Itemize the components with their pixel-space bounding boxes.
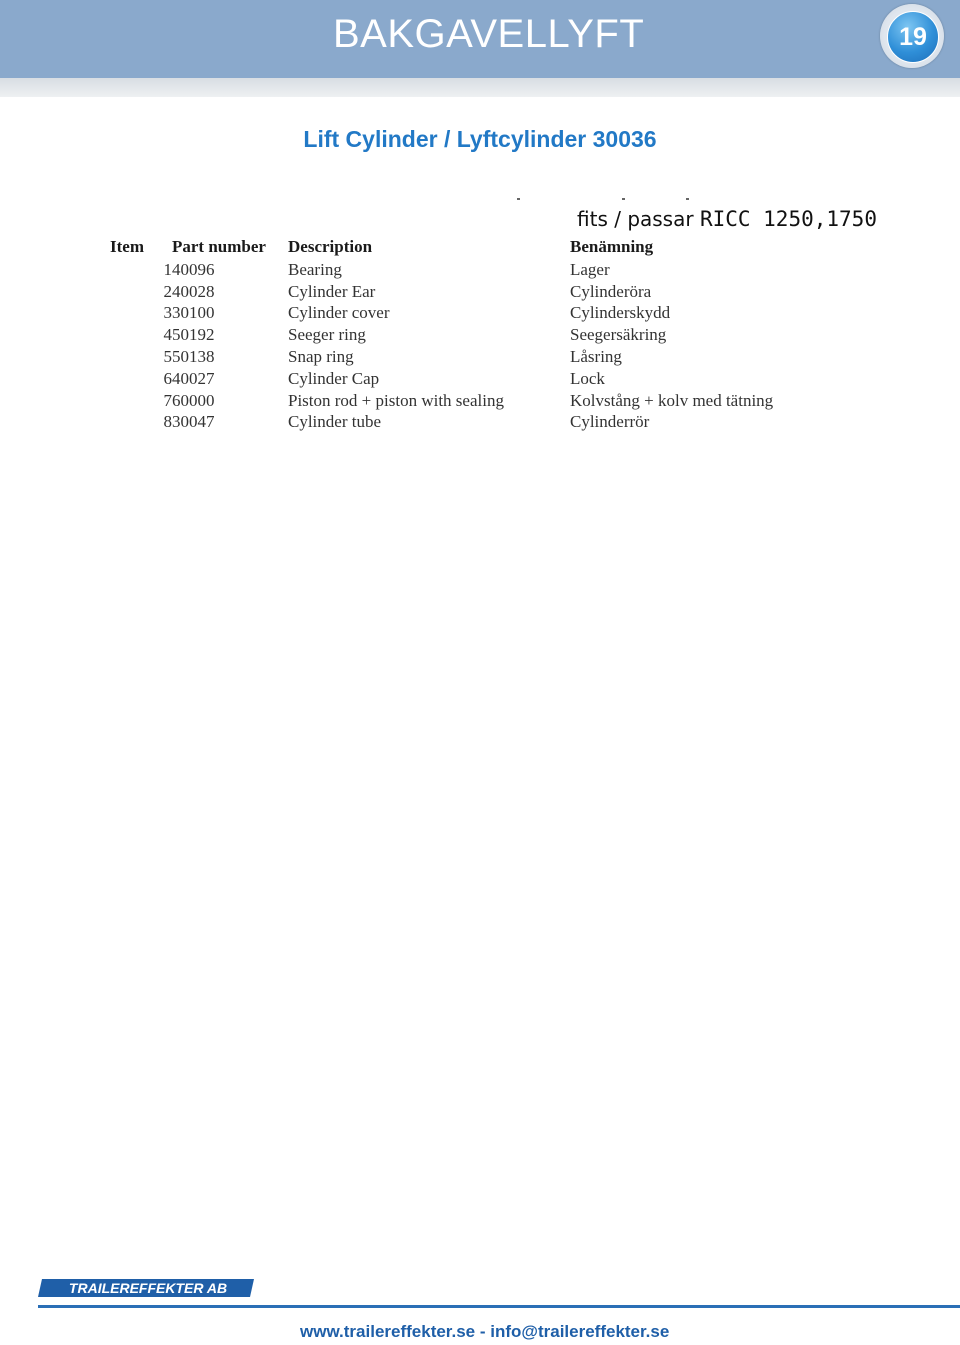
cell-benamning: Cylinderöra	[570, 281, 652, 301]
cell-part-number: 50192	[172, 325, 215, 345]
logo-text: TRAILEREFFEKTER AB	[68, 1280, 228, 1296]
table-row	[110, 412, 870, 434]
footer-contact[interactable]: www.trailereffekter.se - info@trailereffekter.se	[300, 1322, 670, 1341]
cell-item: 5	[163, 347, 172, 367]
cell-item: 1	[163, 259, 172, 279]
cell-item: 6	[163, 368, 172, 388]
cell-item: 7	[163, 390, 172, 410]
cell-part-number: 40027	[172, 368, 215, 388]
fits-prefix: fits / passar	[577, 207, 694, 231]
cell-benamning: Låsring	[570, 347, 622, 367]
table-row	[110, 324, 870, 346]
footer-rule	[38, 1305, 960, 1308]
cell-benamning: Seegersäkring	[570, 325, 667, 345]
section-title: BAKGAVELLYFT	[333, 12, 645, 56]
cell-description: Cylinder tube	[288, 412, 382, 432]
page-number: 19	[887, 11, 939, 63]
page-number-badge	[880, 4, 944, 68]
cell-description: Cylinder Cap	[288, 368, 380, 388]
cell-part-number: 60000	[172, 390, 215, 410]
cell-description: Cylinder Ear	[288, 281, 376, 301]
scan-artifact	[686, 198, 689, 200]
document-title: Lift Cylinder / Lyftcylinder 30036	[303, 126, 657, 152]
cell-description: Piston rod + piston with sealing	[288, 390, 504, 410]
cell-item: 4	[163, 325, 172, 345]
cell-part-number: 30100	[172, 303, 215, 323]
cell-benamning: Lager	[570, 259, 610, 279]
header-part-number: Part number	[172, 237, 266, 256]
table-row	[110, 390, 870, 412]
header-item: Item	[110, 237, 144, 256]
header-shadow-band	[0, 78, 960, 97]
header-bar	[0, 0, 960, 78]
table-row	[110, 303, 870, 325]
cell-item: 2	[163, 281, 172, 301]
scan-artifact	[517, 198, 520, 200]
scan-artifact	[622, 198, 625, 200]
parts-table	[110, 235, 870, 433]
cell-description: Seeger ring	[288, 325, 366, 345]
company-logo	[38, 1277, 258, 1299]
table-row	[110, 346, 870, 368]
header-description: Description	[288, 237, 373, 256]
table-header-row	[110, 235, 870, 259]
fits-line	[577, 207, 877, 231]
cell-description: Snap ring	[288, 347, 354, 367]
cell-item: 8	[163, 412, 172, 432]
cell-benamning: Cylinderrör	[570, 412, 650, 432]
cell-benamning: Lock	[570, 368, 605, 388]
cell-item: 3	[163, 303, 172, 323]
cell-part-number: 40028	[172, 281, 215, 301]
cell-description: Bearing	[288, 259, 342, 279]
table-row	[110, 281, 870, 303]
cell-part-number: 30047	[172, 412, 215, 432]
cell-benamning: Cylinderskydd	[570, 303, 671, 323]
cell-part-number: 40096	[172, 259, 215, 279]
cell-benamning: Kolvstång + kolv med tätning	[570, 390, 774, 410]
cell-description: Cylinder cover	[288, 303, 390, 323]
header-benamning: Benämning	[570, 237, 654, 256]
cell-part-number: 50138	[172, 347, 215, 367]
table-row	[110, 259, 870, 281]
fits-models: RICC 1250,1750	[699, 207, 877, 231]
table-row	[110, 368, 870, 390]
